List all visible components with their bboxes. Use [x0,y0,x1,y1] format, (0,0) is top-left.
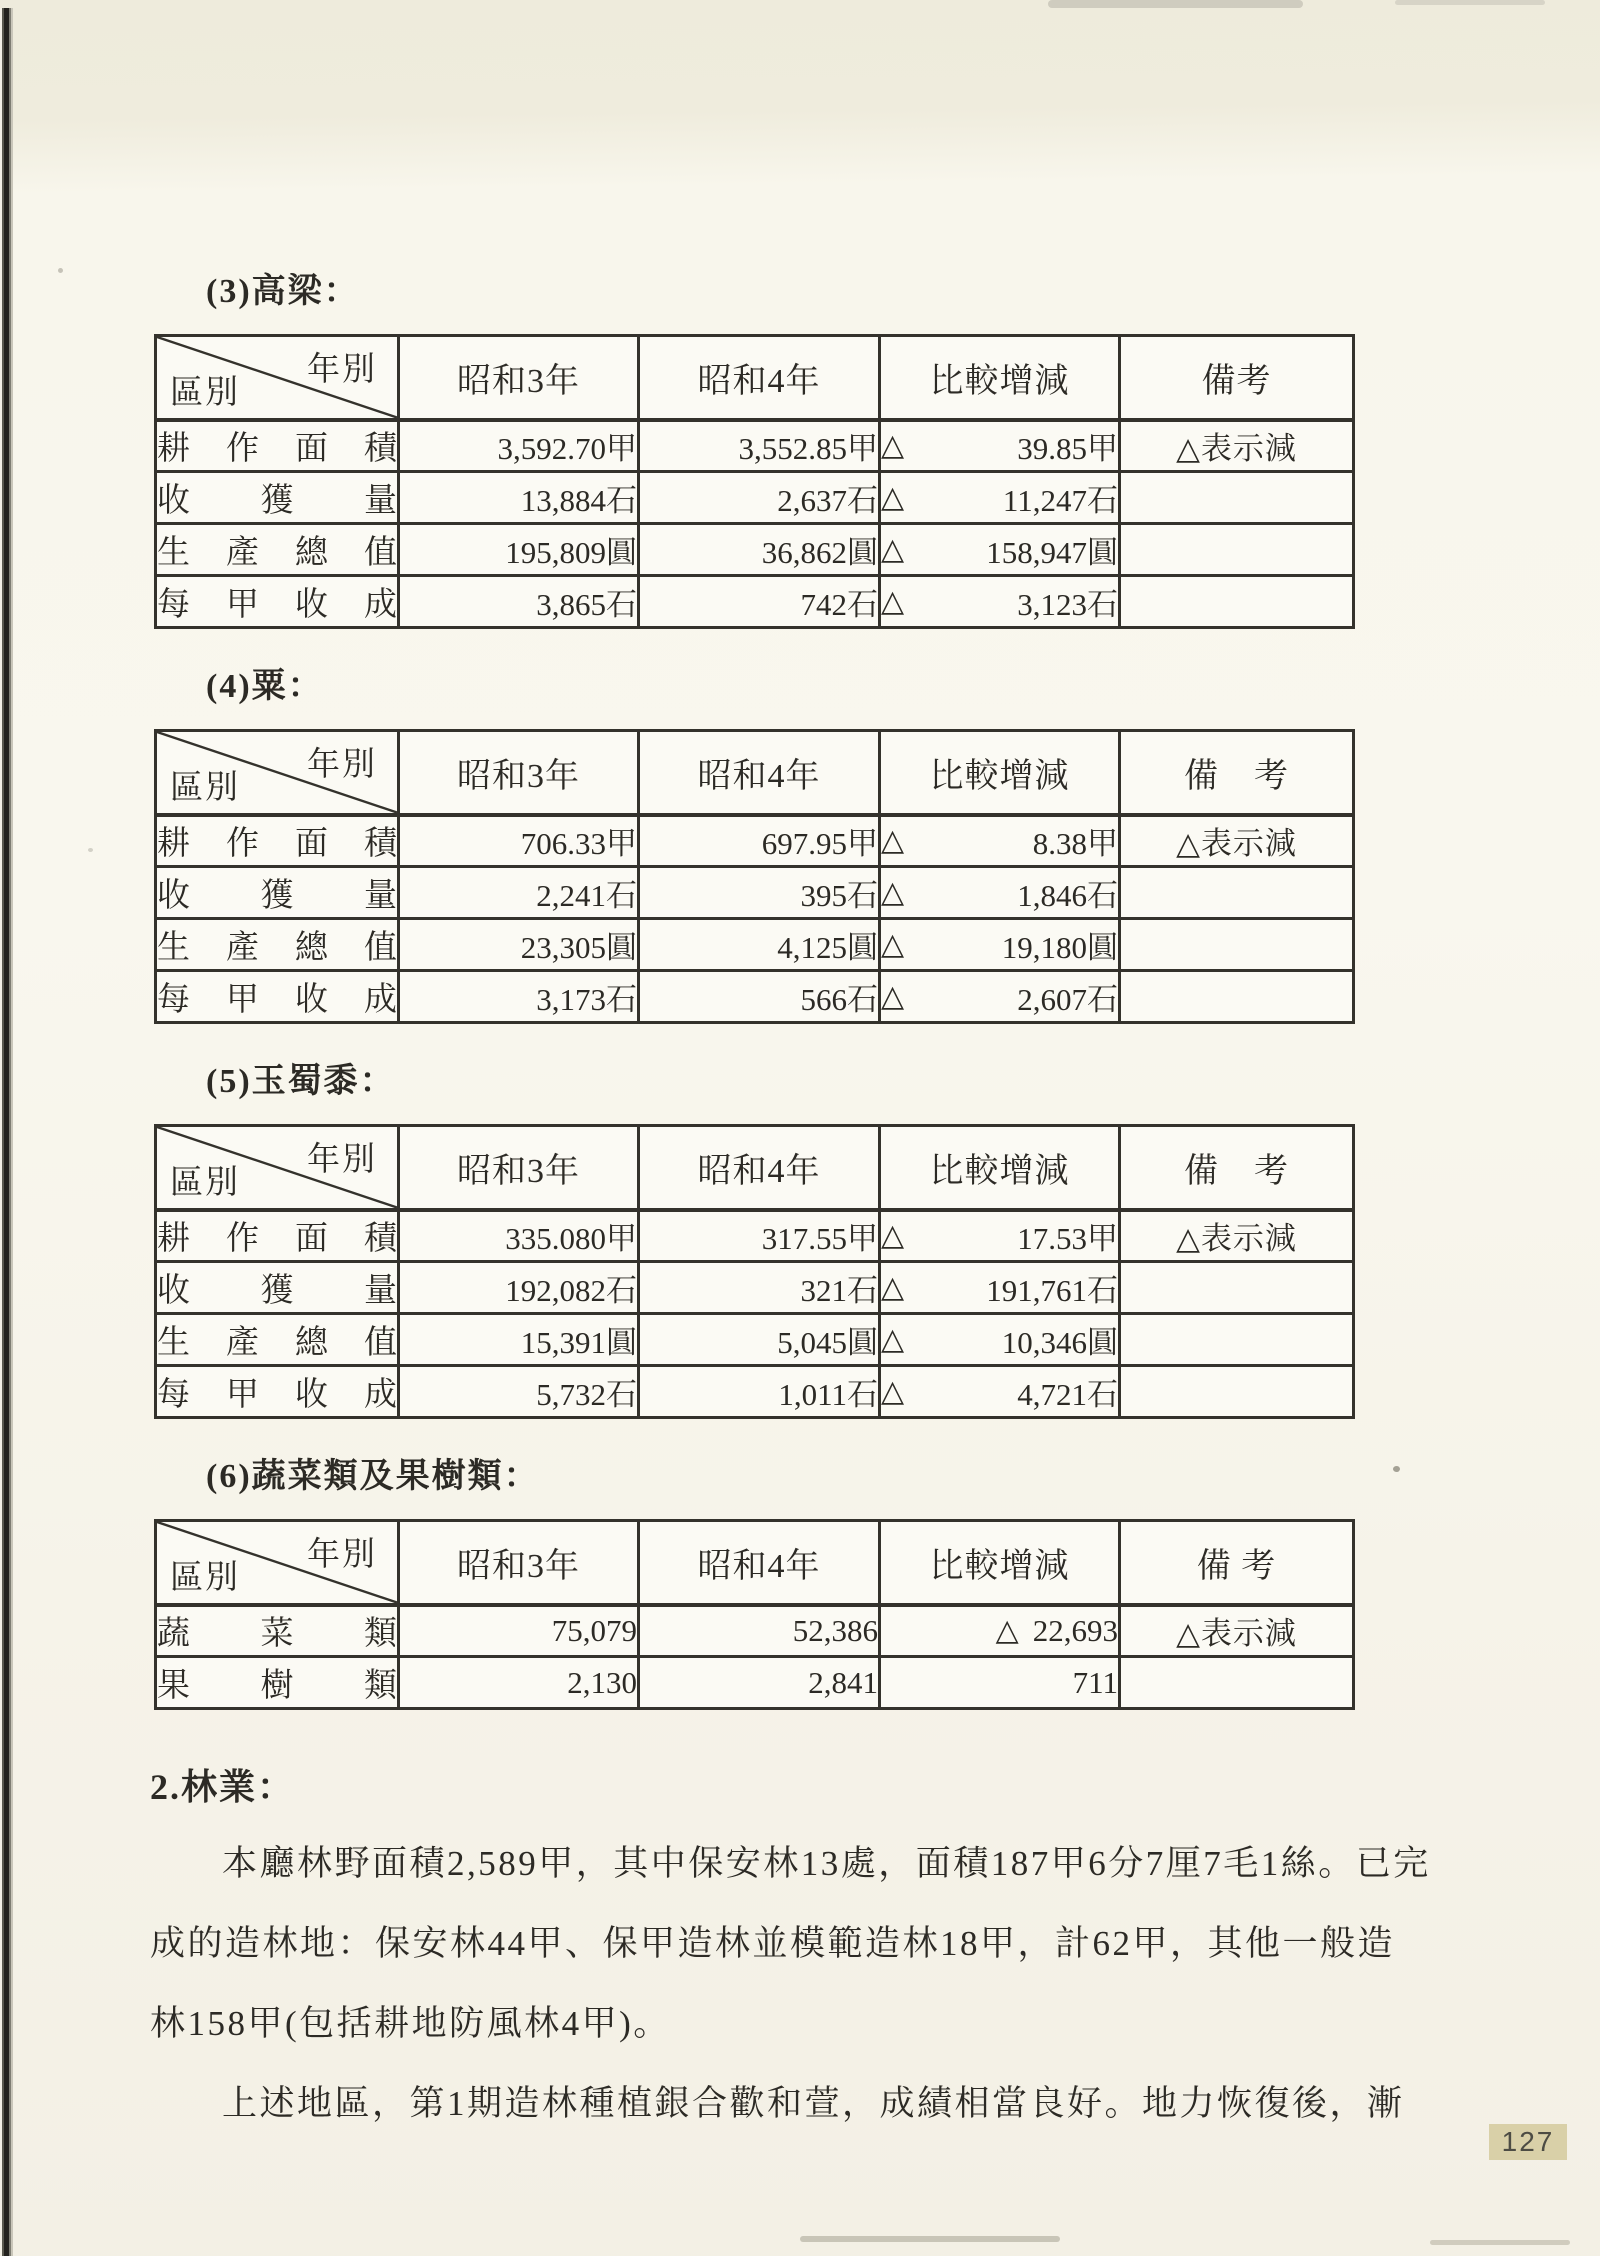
row-label [157,1264,397,1311]
label-char: 生 [157,1325,190,1361]
corner-label-category: 區別 [170,374,240,411]
section-title: (3)高梁： [206,273,360,310]
note-cell [1120,1657,1354,1709]
note-cell [1120,1262,1354,1314]
table-row [156,1210,1354,1262]
decrease-triangle-icon: △ [881,428,905,462]
row-label-cell [156,1605,399,1657]
scan-speck [88,848,93,852]
row-label [157,1607,397,1654]
column-header-showa3: 昭和3年 [399,731,639,815]
value-showa4: 3,552.85甲 [639,420,880,472]
table-row [156,1366,1354,1418]
note-cell [1120,1366,1354,1418]
note-cell: △表示減 [1120,1210,1354,1262]
diff-value: 17.53甲 [1017,1221,1118,1257]
value-showa4: 317.55甲 [639,1210,880,1262]
diff-cell [880,1262,1120,1314]
scan-smudge [1048,0,1303,8]
decrease-triangle-icon: △ [881,532,905,566]
value-showa3: 5,732石 [399,1366,639,1418]
row-label-cell [156,1657,399,1709]
forestry-text-line: 本廳林野面積2,589甲，其中保安林13處，面積187甲6分7厘7毛1絲。已完 [222,1844,1431,1883]
diagonal-header-cell [156,1126,399,1210]
diff-cell [880,1366,1120,1418]
value-showa3: 2,241石 [399,867,639,919]
value-showa3: 2,130 [399,1657,639,1709]
row-label-cell [156,971,399,1023]
table-row [156,971,1354,1023]
row-label [157,817,397,864]
label-char: 面 [295,431,328,468]
row-label-cell [156,867,399,919]
row-label-cell [156,919,399,971]
column-header-note: 備 考 [1120,1521,1354,1605]
corner-label-year: 年別 [307,1537,377,1573]
label-char: 作 [226,826,259,863]
crop-section [150,270,1390,629]
row-label-cell [156,1314,399,1366]
decrease-triangle-icon: △ [881,1218,905,1252]
diff-cell [880,420,1120,472]
label-char: 蔬 [157,1616,190,1653]
diff-value: 19,180圓 [1001,930,1118,965]
statistics-table [154,1124,1355,1419]
row-label [157,869,397,916]
value-showa4: 697.95甲 [639,815,880,867]
label-char: 甲 [226,587,259,623]
label-char: 甲 [226,982,259,1018]
table-row [156,420,1354,472]
label-char: 成 [364,982,397,1018]
diff-value: 3,123石 [1017,587,1118,622]
diff-cell [880,919,1120,971]
row-label-cell [156,576,399,628]
statistics-table [154,1519,1355,1710]
crop-statistics-sections [150,270,1390,1710]
decrease-triangle-icon: △ [881,1270,905,1304]
decrease-triangle-icon: △ [881,1322,905,1356]
row-label-cell [156,472,399,524]
diff-value: 22,693 [1032,1612,1118,1648]
row-label [157,474,397,521]
label-char: 產 [226,930,259,966]
value-showa3: 75,079 [399,1605,639,1657]
note-cell [1120,1314,1354,1366]
row-label [157,973,397,1020]
column-header-note: 備 考 [1120,1126,1354,1210]
label-char: 收 [295,587,328,623]
note-cell [1120,971,1354,1023]
note-cell: △表示減 [1120,815,1354,867]
label-char: 總 [295,930,328,966]
diff-cell [880,1605,1120,1657]
diagonal-header-cell [156,731,399,815]
decrease-triangle-icon: △ [881,584,905,618]
page-number-strip [1489,2124,1567,2160]
table-header-row [156,731,1354,815]
value-showa4: 321石 [639,1262,880,1314]
value-showa4: 5,045圓 [639,1314,880,1366]
table-row [156,1262,1354,1314]
label-char: 作 [226,1221,259,1258]
note-cell [1120,472,1354,524]
diagonal-header-cell [156,336,399,420]
row-label [157,422,397,469]
note-cell [1120,524,1354,576]
label-char: 總 [295,1325,328,1361]
page-number: 127 [1501,2126,1555,2157]
label-char: 獲 [260,878,294,914]
row-label [157,921,397,968]
row-label-cell [156,1210,399,1262]
label-char: 生 [157,535,190,571]
label-char: 成 [364,1377,397,1413]
corner-label-year: 年別 [307,1142,377,1178]
decrease-triangle-icon: △ [881,480,905,514]
label-char: 收 [295,1377,328,1413]
decrease-triangle-icon: △ [995,1613,1019,1647]
scan-speck [1393,1466,1400,1472]
label-char: 收 [295,982,328,1018]
value-showa4: 36,862圓 [639,524,880,576]
table-header-row [156,336,1354,420]
value-showa3: 13,884石 [399,472,639,524]
diff-cell [880,815,1120,867]
decrease-triangle-icon: △ [881,979,905,1013]
column-header-showa4: 昭和4年 [639,1521,880,1605]
diff-cell [880,867,1120,919]
table-header-row [156,1126,1354,1210]
label-char: 積 [364,431,397,468]
value-showa3: 195,809圓 [399,524,639,576]
column-header-showa3: 昭和3年 [399,336,639,420]
row-label-cell [156,524,399,576]
label-char: 每 [157,982,190,1018]
value-showa3: 3,173石 [399,971,639,1023]
label-char: 作 [226,431,259,468]
label-char: 成 [364,587,397,623]
scan-speck [58,268,63,273]
column-header-showa3: 昭和3年 [399,1521,639,1605]
label-char: 產 [226,535,259,571]
label-char: 面 [295,1221,328,1258]
label-char: 值 [364,1325,397,1361]
column-header-showa3: 昭和3年 [399,1126,639,1210]
row-label [157,1212,397,1259]
scan-smudge [800,2236,1060,2242]
label-char: 量 [364,483,397,519]
diff-value: 191,761石 [986,1273,1118,1308]
row-label-cell [156,1366,399,1418]
label-char: 收 [157,483,190,519]
row-label [157,526,397,573]
value-showa4: 4,125圓 [639,919,880,971]
diff-cell [880,971,1120,1023]
note-cell [1120,576,1354,628]
label-char: 積 [364,826,397,863]
column-header-note: 備 考 [1120,731,1354,815]
value-showa3: 3,865石 [399,576,639,628]
table-row [156,576,1354,628]
table-row [156,1605,1354,1657]
label-char: 收 [157,878,190,914]
crop-section [150,1455,1390,1710]
label-char: 量 [364,1273,397,1309]
column-header-note: 備考 [1120,336,1354,420]
label-char: 值 [364,930,397,966]
section-title: (4)粟： [206,668,324,705]
label-char: 產 [226,1325,259,1361]
label-char: 每 [157,587,190,623]
diff-cell [880,1210,1120,1262]
label-char: 果 [157,1668,190,1704]
decrease-triangle-icon: △ [881,927,905,961]
scan-smudge [1430,2240,1570,2245]
column-header-showa4: 昭和4年 [639,731,880,815]
value-showa4: 742石 [639,576,880,628]
label-char: 每 [157,1377,190,1413]
column-header-diff: 比較增減 [880,1126,1120,1210]
row-label [157,1316,397,1363]
value-showa4: 2,637石 [639,472,880,524]
column-header-diff: 比較增減 [880,731,1120,815]
decrease-triangle-icon: △ [881,823,905,857]
value-showa4: 566石 [639,971,880,1023]
diff-cell [880,576,1120,628]
binding-edge [0,8,15,2256]
value-showa4: 2,841 [639,1657,880,1709]
label-char: 耕 [157,826,190,863]
diagonal-header-cell [156,1521,399,1605]
row-label-cell [156,815,399,867]
note-cell: △表示減 [1120,420,1354,472]
note-cell: △表示減 [1120,1605,1354,1657]
label-char: 樹 [260,1668,294,1704]
diff-value: 39.85甲 [1017,431,1118,467]
label-char: 面 [295,826,328,863]
column-header-showa4: 昭和4年 [639,1126,880,1210]
row-label [157,1659,397,1706]
statistics-table [154,334,1355,629]
label-char: 甲 [226,1377,259,1413]
row-label [157,578,397,625]
decrease-triangle-icon: △ [881,875,905,909]
forestry-heading: 2.林業： [150,1767,296,1807]
diff-cell [880,524,1120,576]
label-char: 生 [157,930,190,966]
label-char: 類 [364,1616,397,1653]
table-header-row [156,1521,1354,1605]
forestry-paragraphs [150,1824,1431,2144]
corner-label-category: 區別 [170,1559,240,1596]
label-char: 獲 [260,483,294,519]
corner-label-year: 年別 [307,747,377,783]
label-char: 量 [364,878,397,914]
column-header-showa4: 昭和4年 [639,336,880,420]
table-row [156,524,1354,576]
table-row [156,1657,1354,1709]
corner-label-category: 區別 [170,769,240,806]
value-showa3: 23,305圓 [399,919,639,971]
diff-value: 8.38甲 [1032,826,1118,862]
row-label-cell [156,420,399,472]
diff-value: 10,346圓 [1001,1325,1118,1360]
page-content [150,270,1431,2144]
diff-value: 711 [1072,1664,1118,1700]
value-showa3: 15,391圓 [399,1314,639,1366]
value-showa4: 1,011石 [639,1366,880,1418]
column-header-diff: 比較增減 [880,336,1120,420]
diff-value: 2,607石 [1017,982,1118,1017]
row-label-cell [156,1262,399,1314]
crop-section [150,665,1390,1024]
section-title: (6)蔬菜類及果樹類： [206,1458,540,1495]
diff-cell [880,472,1120,524]
label-char: 耕 [157,431,190,468]
forestry-text-line: 林158甲(包括耕地防風林4甲)。 [150,2004,671,2043]
corner-label-year: 年別 [307,352,377,388]
value-showa3: 3,592.70甲 [399,420,639,472]
table-row [156,815,1354,867]
diff-value: 4,721石 [1017,1377,1118,1412]
forestry-text-line: 成的造林地：保安林44甲、保甲造林並模範造林18甲，計62甲，其他一般造 [150,1924,1396,1963]
diff-value: 11,247石 [1002,483,1118,518]
row-label [157,1368,397,1415]
column-header-diff: 比較增減 [880,1521,1120,1605]
scan-smudge [1395,0,1545,5]
table-row [156,472,1354,524]
label-char: 收 [157,1273,190,1309]
diff-cell [880,1314,1120,1366]
label-char: 類 [364,1668,397,1704]
note-cell [1120,919,1354,971]
forestry-text-line: 上述地區，第1期造林種植銀合歡和萱，成績相當良好。地力恢復後，漸 [222,2084,1405,2123]
crop-section [150,1060,1390,1419]
diff-cell [880,1657,1120,1709]
statistics-table [154,729,1355,1024]
forestry-section [150,1764,1431,2144]
diff-value: 1,846石 [1017,878,1118,913]
value-showa3: 706.33甲 [399,815,639,867]
value-showa3: 192,082石 [399,1262,639,1314]
section-title: (5)玉蜀黍： [206,1063,396,1100]
label-char: 總 [295,535,328,571]
value-showa3: 335.080甲 [399,1210,639,1262]
value-showa4: 52,386 [639,1605,880,1657]
label-char: 值 [364,535,397,571]
label-char: 積 [364,1221,397,1258]
table-row [156,919,1354,971]
corner-label-category: 區別 [170,1164,240,1201]
diff-value: 158,947圓 [986,535,1118,570]
decrease-triangle-icon: △ [881,1374,905,1408]
label-char: 菜 [260,1616,294,1653]
table-row [156,867,1354,919]
note-cell [1120,867,1354,919]
table-row [156,1314,1354,1366]
label-char: 獲 [260,1273,294,1309]
label-char: 耕 [157,1221,190,1258]
value-showa4: 395石 [639,867,880,919]
